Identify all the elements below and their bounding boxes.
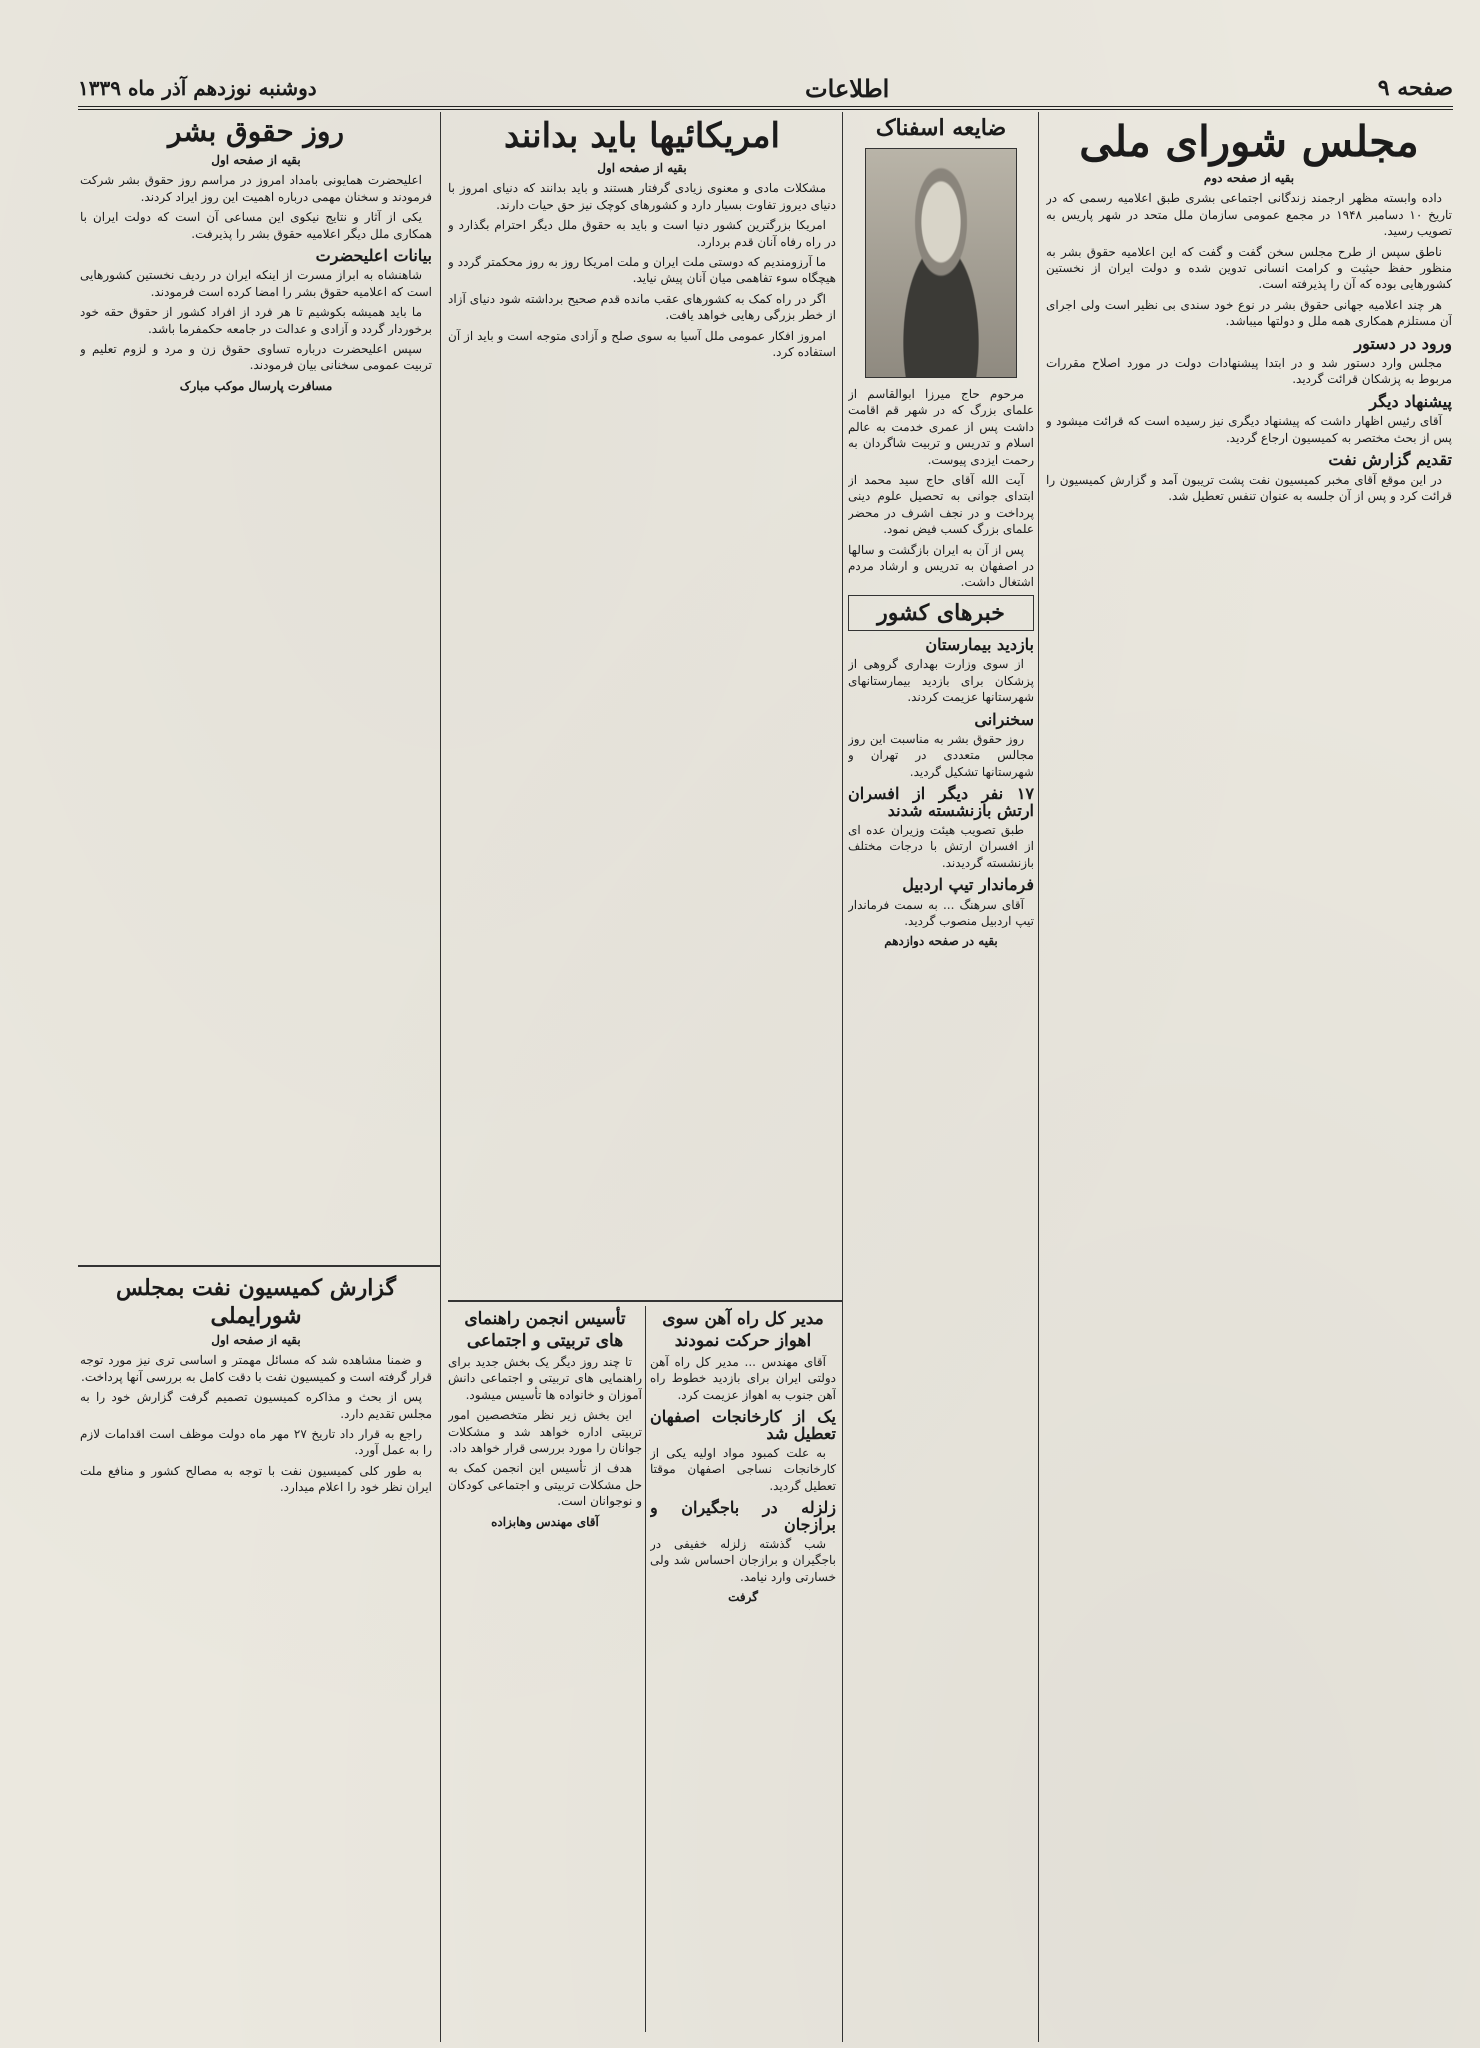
continuation-note: بقیه از صفحه اول bbox=[211, 153, 301, 167]
column-rule bbox=[1038, 112, 1039, 2042]
paragraph: اعلیحضرت همایونی بامداد امروز در مراسم روز حقوق بشر شرکت فرمودند و سخنان مهمی درباره اهمیت این روز ایراد کردند. bbox=[80, 173, 432, 204]
continuation-note: بقیه از صفحه دوم bbox=[1203, 171, 1295, 185]
continuation-note: بقیه از صفحه اول bbox=[211, 1333, 301, 1347]
paragraph: راجع به قرار داد تاریخ ۲۷ مهر ماه دولت موظف است اقدامات لازم را به عمل آورد. bbox=[80, 1427, 432, 1458]
paragraph: تا چند روز دیگر یک بخش جدید برای راهنمایی های تربیتی و اجتماعی دانش آموزان و خانواده ها تأسیس میشود. bbox=[448, 1355, 642, 1402]
article-guidance-association bbox=[448, 1306, 642, 2036]
paragraph: آقای مهندس ... مدیر کل راه آهن دولتی ایران برای بازدید خطوط راه آهن جنوب به اهواز عزیمت کرد. bbox=[650, 1355, 836, 1402]
subheading: یک از کارخانجات اصفهان تعطیل شد bbox=[650, 1407, 836, 1443]
paragraph: امروز افکار عمومی ملل آسیا به سوی صلح و آزادی متوجه است و باید از آن استفاده کرد. bbox=[448, 328, 836, 360]
article-human-rights bbox=[80, 112, 432, 1257]
paragraph: اگر در راه کمک به کشورهای عقب مانده قدم صحیح برداشته شود دنیای آزاد از خطر بزرگی رهایی خواهد یافت. bbox=[448, 291, 836, 323]
issue-date: دوشنبه نوزدهم آذر ماه ۱۳۳۹ bbox=[78, 76, 317, 100]
paragraph: روز حقوق بشر به مناسبت این روز مجالس متعددی در تهران و شهرستانها تشکیل گردید. bbox=[848, 731, 1034, 779]
continuation-note: بقیه در صفحه دوازدهم bbox=[884, 934, 998, 949]
paragraph: ما آرزومندیم که دوستی ملت ایران و ملت امریکا روز به روز محکمتر گردد و هیچگاه سوء تفاهمی میان آنان پیش نیاید. bbox=[448, 255, 836, 286]
headline: ضایعه اسفناک bbox=[875, 115, 1007, 141]
page-number: صفحه ۹ bbox=[1377, 75, 1453, 101]
subheading: سخنرانی bbox=[974, 709, 1034, 729]
section-rule bbox=[448, 1300, 842, 1302]
paragraph: ما باید همیشه بکوشیم تا هر فرد از افراد کشور از حقوق حقه خود برخوردار گردد و آزادی و عدالت در جامعه حکمفرما باشد. bbox=[80, 305, 432, 336]
paragraph: مجلس وارد دستور شد و در ابتدا پیشنهادات دولت در مورد اصلاح مقررات مربوط به پزشکان قرائت گردید. bbox=[1046, 356, 1452, 387]
section-title: خبرهای کشور bbox=[848, 595, 1034, 631]
column-rule bbox=[440, 112, 441, 2042]
section-rule bbox=[78, 1265, 440, 1267]
headline: مدیر کل راه آهن سوی اهواز حرکت نمودند bbox=[662, 1309, 824, 1351]
subheading: بیانات اعلیحضرت bbox=[315, 246, 432, 266]
paragraph: امریکا بزرگترین کشور دنیا است و باید به حقوق ملل دیگر احترام بگذارد و در راه رفاه آنان قدم بردارد. bbox=[448, 218, 836, 249]
paragraph: پس از بحث و مذاکره کمیسیون تصمیم گرفت گزارش خود را به مجلس تقدیم دارد. bbox=[80, 1390, 432, 1421]
headline: مجلس شورای ملی bbox=[1079, 117, 1419, 166]
article-obituary bbox=[848, 112, 1034, 2042]
subheading: بازدید بیمارستان bbox=[925, 634, 1034, 654]
article-railway bbox=[650, 1306, 836, 2036]
continuation-note: بقیه از صفحه اول bbox=[597, 161, 687, 175]
headline: گزارش کمیسیون نفت بمجلس شورایملی bbox=[115, 1275, 397, 1329]
paragraph: پس از آن به ایران بازگشت و سالها در اصفهان به تدریس و ارشاد مردم اشتغال داشت. bbox=[848, 542, 1034, 590]
paragraph: در این موقع آقای مخبر کمیسیون نفت پشت تریبون آمد و گزارش کمیسیون را قرائت کرد و پس از آن جلسه به عنوان تنفس تعطیل شد. bbox=[1046, 472, 1452, 503]
subheading: ۱۷ نفر دیگر از افسران ارتش بازنشسته شدند bbox=[848, 784, 1034, 820]
paragraph: مشکلات مادی و معنوی زیادی گرفتار هستند و باید بدانند که دنیای امروز با دنیای دیروز تفاوت بسیار دارد و کشورهای کوچک نیز حق حیات دارند. bbox=[448, 181, 836, 212]
column-rule bbox=[645, 1306, 646, 2032]
paragraph: به علت کمبود مواد اولیه یکی از کارخانجات نساجی اصفهان موقتا تعطیل گردید. bbox=[650, 1446, 836, 1493]
paragraph: سپس اعلیحضرت درباره تساوی حقوق زن و مرد و لزوم تعلیم و تربیت عمومی سخنانی بیان فرمودند. bbox=[80, 342, 432, 373]
newspaper-name: اطلاعات bbox=[805, 73, 890, 103]
paragraph: این بخش زیر نظر متخصصین امور تربیتی اداره خواهد شد و مشکلات جوانان را مورد بررسی قرار خواهد داد. bbox=[448, 1408, 642, 1456]
paragraph: آیت الله آقای حاج سید محمد از ابتدای جوانی به تحصیل علوم دینی پرداخت و در نجف اشرف در محضر علمای بزرگ کسب فیض نمود. bbox=[848, 473, 1034, 537]
paragraph: شب گذشته زلزله خفیفی در باجگیران و برازجان احساس شد ولی خسارتی وارد نیامد. bbox=[650, 1537, 836, 1584]
paragraph: از سوی وزارت بهداری گروهی از پزشکان برای بازدید بیمارستانهای شهرستانها عزیمت کردند. bbox=[848, 657, 1034, 705]
paragraph: هر چند اعلامیه جهانی حقوق بشر در نوع خود سندی بی نظیر است ولی اجرای آن مستلزم همکاری همه ملل و دولتها میباشد. bbox=[1046, 297, 1452, 329]
column-rule bbox=[842, 112, 843, 2042]
paragraph: و ضمنا مشاهده شد که مسائل مهمتر و اساسی تری نیز مورد توجه قرار گرفته است و کمیسیون نفت با دقت کامل به بررسی آنها پرداخت. bbox=[80, 1353, 432, 1384]
headline: امریکائیها باید بدانند bbox=[504, 116, 780, 156]
paragraph: به طور کلی کمیسیون نفت با توجه به مصالح کشور و منافع ملت ایران نظر خود را اعلام میدارد. bbox=[80, 1463, 432, 1495]
subheading: پیشنهاد دیگر bbox=[1369, 391, 1452, 411]
article-oil-commission bbox=[80, 1272, 432, 2032]
subheading: ورود در دستور bbox=[1354, 333, 1452, 353]
headline: روز حقوق بشر bbox=[168, 115, 344, 148]
article-americans bbox=[448, 112, 836, 1292]
footer-note: گرفت bbox=[728, 1590, 758, 1605]
paragraph: طبق تصویب هیئت وزیران عده ای از افسران ارتش با درجات مختلف بازنشسته گردیدند. bbox=[848, 822, 1034, 870]
headline: تأسیس انجمن راهنمای های تربیتی و اجتماعی bbox=[464, 1309, 626, 1351]
continuation-note: مسافرت پارسال موکب مبارک bbox=[179, 378, 333, 393]
paragraph: داده وابسته مظهر ارجمند زندگانی اجتماعی بشری طبق اعلامیه رسمی که در تاریخ ۱۰ دسامبر ۱۹۴۸ در مجمع عمومی سازمان ملل متحد در شهر پاریس به تصویب رسید. bbox=[1046, 191, 1452, 239]
paragraph: شاهنشاه به ابراز مسرت از اینکه ایران در ردیف نخستین کشورهایی است که اعلامیه حقوق بشر را امضا کرده است فرمودند. bbox=[80, 268, 432, 299]
footer-note: آقای مهندس وهابزاده bbox=[491, 1514, 599, 1529]
masthead bbox=[78, 70, 1453, 110]
subheading: تقدیم گزارش نفت bbox=[1328, 450, 1452, 470]
paragraph: هدف از تأسیس این انجمن کمک به حل مشکلات تربیتی و اجتماعی کودکان و نوجوانان است. bbox=[448, 1461, 642, 1509]
paragraph: ناطق سپس از طرح مجلس سخن گفت و گفت که این اعلامیه حقوق بشر به منظور حفظ حیثیت و کرامت انسانی تدوین شده و دولت ایران از نخستین کشورهایی بوده که آن را پذیرفته است. bbox=[1046, 244, 1452, 292]
portrait-photo bbox=[865, 148, 1017, 378]
article-majlis bbox=[1046, 112, 1452, 2042]
paragraph: یکی از آثار و نتایج نیکوی این مساعی آن است که دولت ایران با همکاری ملل دیگر اعلامیه حقوق بشر را پذیرفت. bbox=[80, 210, 432, 241]
paragraph: آقای سرهنگ ... به سمت فرماندار تیپ اردبیل منصوب گردید. bbox=[848, 897, 1034, 928]
paragraph: آقای رئیس اظهار داشت که پیشنهاد دیگری نیز رسیده است که قرائت میشود و پس از بحث مختصر به کمیسیون ارجاع گردید. bbox=[1046, 414, 1452, 445]
subheading: زلزله در باجگیران و برازجان bbox=[650, 1498, 836, 1534]
paragraph: مرحوم حاج میرزا ابوالقاسم از علمای بزرگ که در شهر قم اقامت داشت پس از عمری خدمت به عالم اسلام و تدریس و تربیت شاگردان به رحمت ایزدی پیوست. bbox=[848, 387, 1034, 467]
subheading: فرماندار تیپ اردبیل bbox=[902, 875, 1034, 895]
